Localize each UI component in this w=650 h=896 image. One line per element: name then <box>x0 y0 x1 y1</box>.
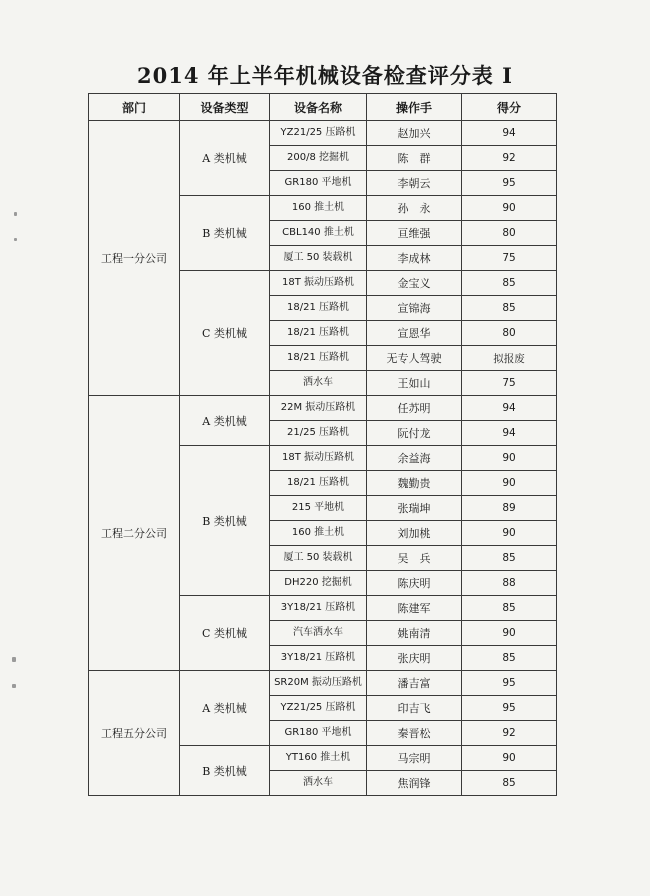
operator-cell: 孙 永 <box>367 196 462 221</box>
score-cell: 90 <box>462 446 557 471</box>
equipment-name-cell: 18/21 压路机 <box>270 471 367 496</box>
operator-cell: 余益海 <box>367 446 462 471</box>
score-cell: 95 <box>462 171 557 196</box>
operator-cell: 魏勤贵 <box>367 471 462 496</box>
equipment-type-cell: A 类机械 <box>180 671 270 746</box>
table-row <box>89 121 557 146</box>
score-cell: 85 <box>462 771 557 796</box>
score-cell: 85 <box>462 646 557 671</box>
score-cell: 拟报废 <box>462 346 557 371</box>
score-cell: 92 <box>462 146 557 171</box>
equipment-type-cell: B 类机械 <box>180 446 270 596</box>
equipment-name-cell: GR180 平地机 <box>270 721 367 746</box>
header-row <box>89 94 557 121</box>
operator-cell: 秦晋松 <box>367 721 462 746</box>
score-cell: 75 <box>462 246 557 271</box>
equipment-name-cell: 3Y18/21 压路机 <box>270 646 367 671</box>
operator-cell: 马宗明 <box>367 746 462 771</box>
equipment-name-cell: 厦工 50 装载机 <box>270 546 367 571</box>
equipment-name-cell: CBL140 推土机 <box>270 221 367 246</box>
score-cell: 90 <box>462 471 557 496</box>
scan-mark <box>14 212 17 216</box>
score-cell: 90 <box>462 196 557 221</box>
department-cell: 工程五分公司 <box>89 671 180 796</box>
score-cell: 95 <box>462 696 557 721</box>
operator-cell: 焦润锋 <box>367 771 462 796</box>
score-cell: 80 <box>462 221 557 246</box>
equipment-name-cell: 22M 振动压路机 <box>270 396 367 421</box>
score-table <box>88 93 557 796</box>
equipment-name-cell: 160 推土机 <box>270 521 367 546</box>
equipment-name-cell: YZ21/25 压路机 <box>270 121 367 146</box>
equipment-name-cell: DH220 挖掘机 <box>270 571 367 596</box>
scan-mark <box>14 238 17 241</box>
operator-cell: 陈庆明 <box>367 571 462 596</box>
operator-cell: 潘吉富 <box>367 671 462 696</box>
equipment-name-cell: 厦工 50 装载机 <box>270 246 367 271</box>
equipment-name-cell: 18T 振动压路机 <box>270 271 367 296</box>
equipment-name-cell: 160 推土机 <box>270 196 367 221</box>
score-cell: 90 <box>462 746 557 771</box>
score-cell: 94 <box>462 421 557 446</box>
equipment-name-cell: 汽车洒水车 <box>270 621 367 646</box>
score-cell: 90 <box>462 621 557 646</box>
score-cell: 85 <box>462 546 557 571</box>
operator-cell: 陈建军 <box>367 596 462 621</box>
equipment-name-cell: 21/25 压路机 <box>270 421 367 446</box>
score-cell: 95 <box>462 671 557 696</box>
operator-cell: 刘加桃 <box>367 521 462 546</box>
equipment-name-cell: GR180 平地机 <box>270 171 367 196</box>
header-equipment-type: 设备类型 <box>180 94 270 121</box>
equipment-name-cell: 18/21 压路机 <box>270 296 367 321</box>
equipment-type-cell: C 类机械 <box>180 271 270 396</box>
score-cell: 85 <box>462 296 557 321</box>
score-cell: 90 <box>462 521 557 546</box>
equipment-name-cell: 200/8 挖掘机 <box>270 146 367 171</box>
equipment-name-cell: 18/21 压路机 <box>270 346 367 371</box>
score-cell: 88 <box>462 571 557 596</box>
operator-cell: 印吉飞 <box>367 696 462 721</box>
equipment-name-cell: 洒水车 <box>270 371 367 396</box>
table-row <box>89 396 557 421</box>
score-cell: 85 <box>462 271 557 296</box>
operator-cell: 赵加兴 <box>367 121 462 146</box>
scan-mark <box>12 684 16 688</box>
equipment-type-cell: A 类机械 <box>180 396 270 446</box>
operator-cell: 王如山 <box>367 371 462 396</box>
score-cell: 92 <box>462 721 557 746</box>
equipment-type-cell: B 类机械 <box>180 746 270 796</box>
department-cell: 工程二分公司 <box>89 396 180 671</box>
operator-cell: 亘维强 <box>367 221 462 246</box>
scan-mark <box>12 657 16 662</box>
equipment-name-cell: YT160 推土机 <box>270 746 367 771</box>
score-cell: 80 <box>462 321 557 346</box>
operator-cell: 宣恩华 <box>367 321 462 346</box>
table-row <box>89 671 557 696</box>
score-cell: 94 <box>462 121 557 146</box>
equipment-name-cell: 18T 振动压路机 <box>270 446 367 471</box>
equipment-type-cell: A 类机械 <box>180 121 270 196</box>
equipment-name-cell: 洒水车 <box>270 771 367 796</box>
operator-cell: 姚南清 <box>367 621 462 646</box>
department-cell: 工程一分公司 <box>89 121 180 396</box>
operator-cell: 宣锦海 <box>367 296 462 321</box>
header-operator: 操作手 <box>367 94 462 121</box>
score-cell: 94 <box>462 396 557 421</box>
equipment-name-cell: 18/21 压路机 <box>270 321 367 346</box>
score-cell: 89 <box>462 496 557 521</box>
operator-cell: 陈 群 <box>367 146 462 171</box>
header-department: 部门 <box>89 94 180 121</box>
operator-cell: 张瑞坤 <box>367 496 462 521</box>
score-cell: 75 <box>462 371 557 396</box>
operator-cell: 李朝云 <box>367 171 462 196</box>
operator-cell: 任苏明 <box>367 396 462 421</box>
score-cell: 85 <box>462 596 557 621</box>
operator-cell: 张庆明 <box>367 646 462 671</box>
header-score: 得分 <box>462 94 557 121</box>
equipment-name-cell: 215 平地机 <box>270 496 367 521</box>
operator-cell: 金宝义 <box>367 271 462 296</box>
equipment-name-cell: SR20M 振动压路机 <box>270 671 367 696</box>
equipment-type-cell: C 类机械 <box>180 596 270 671</box>
page-title: 2014 年上半年机械设备检查评分表 I <box>137 63 513 88</box>
header-equipment-name: 设备名称 <box>270 94 367 121</box>
operator-cell: 吴 兵 <box>367 546 462 571</box>
operator-cell: 阮付龙 <box>367 421 462 446</box>
operator-cell: 李成林 <box>367 246 462 271</box>
equipment-name-cell: YZ21/25 压路机 <box>270 696 367 721</box>
equipment-name-cell: 3Y18/21 压路机 <box>270 596 367 621</box>
equipment-type-cell: B 类机械 <box>180 196 270 271</box>
table-body <box>89 121 557 796</box>
operator-cell: 无专人驾驶 <box>367 346 462 371</box>
